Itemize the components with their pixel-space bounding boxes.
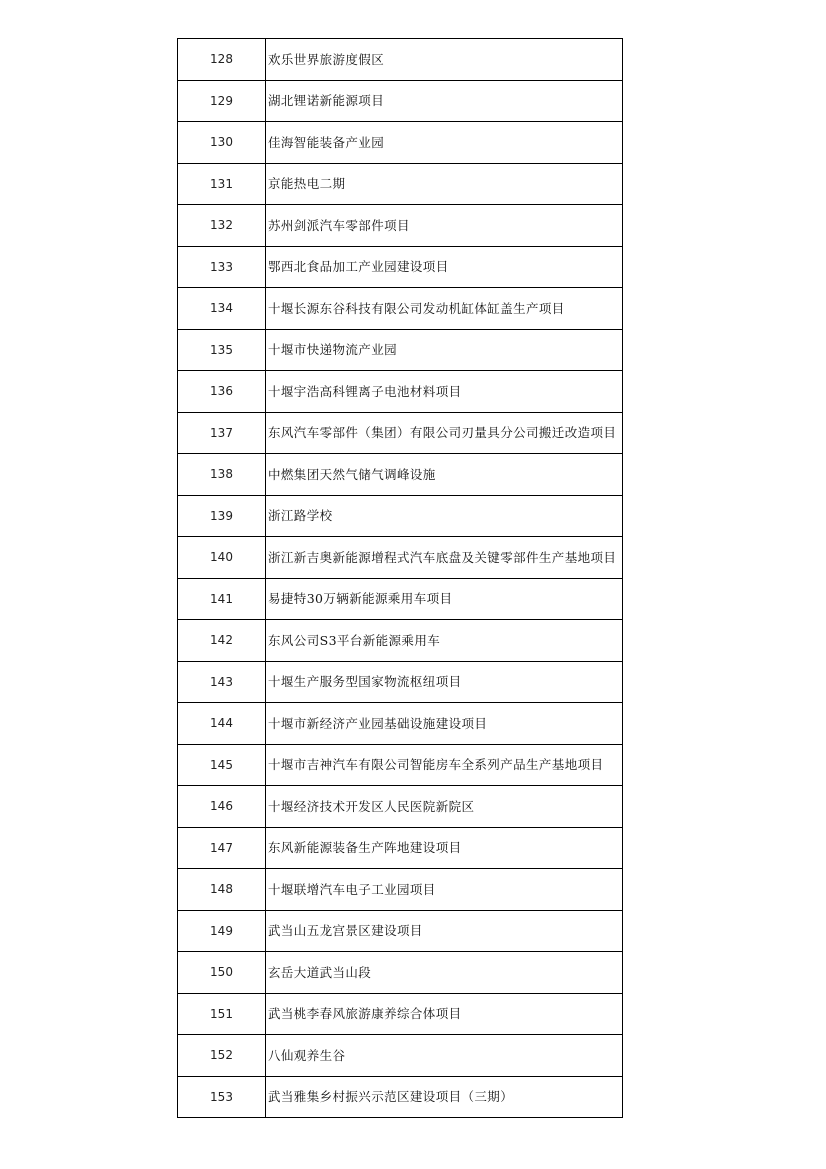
row-number: 140 xyxy=(178,537,266,579)
project-name: 十堰生产服务型国家物流枢纽项目 xyxy=(266,661,623,703)
table-row xyxy=(178,537,623,579)
project-name: 易捷特30万辆新能源乘用车项目 xyxy=(266,578,623,620)
table-row xyxy=(178,827,623,869)
row-number: 128 xyxy=(178,39,266,81)
table-row xyxy=(178,288,623,330)
table-row xyxy=(178,1076,623,1118)
table-row xyxy=(178,454,623,496)
table-row xyxy=(178,910,623,952)
table-row xyxy=(178,744,623,786)
table-row xyxy=(178,1035,623,1077)
table-row xyxy=(178,412,623,454)
row-number: 152 xyxy=(178,1035,266,1077)
row-number: 131 xyxy=(178,163,266,205)
project-name: 浙江路学校 xyxy=(266,495,623,537)
project-name: 湖北锂诺新能源项目 xyxy=(266,80,623,122)
project-name: 鄂西北食品加工产业园建设项目 xyxy=(266,246,623,288)
project-name: 十堰市吉神汽车有限公司智能房车全系列产品生产基地项目 xyxy=(266,744,623,786)
table-row xyxy=(178,80,623,122)
row-number: 151 xyxy=(178,993,266,1035)
table-row xyxy=(178,329,623,371)
row-number: 149 xyxy=(178,910,266,952)
row-number: 136 xyxy=(178,371,266,413)
project-name: 十堰市快递物流产业园 xyxy=(266,329,623,371)
project-name: 武当山五龙宫景区建设项目 xyxy=(266,910,623,952)
project-name: 苏州剑派汽车零部件项目 xyxy=(266,205,623,247)
project-name: 十堰宇浩高科锂离子电池材料项目 xyxy=(266,371,623,413)
row-number: 147 xyxy=(178,827,266,869)
table-row xyxy=(178,122,623,164)
row-number: 144 xyxy=(178,703,266,745)
table-row xyxy=(178,620,623,662)
project-name: 东风公司S3平台新能源乘用车 xyxy=(266,620,623,662)
project-name: 东风汽车零部件（集团）有限公司刃量具分公司搬迁改造项目 xyxy=(266,412,623,454)
row-number: 146 xyxy=(178,786,266,828)
table-row xyxy=(178,786,623,828)
table-row xyxy=(178,205,623,247)
table-row xyxy=(178,163,623,205)
row-number: 139 xyxy=(178,495,266,537)
row-number: 153 xyxy=(178,1076,266,1118)
row-number: 137 xyxy=(178,412,266,454)
table-row xyxy=(178,578,623,620)
project-name: 浙江新吉奥新能源增程式汽车底盘及关键零部件生产基地项目 xyxy=(266,537,623,579)
project-table-body xyxy=(178,39,623,1118)
project-name: 八仙观养生谷 xyxy=(266,1035,623,1077)
project-name: 京能热电二期 xyxy=(266,163,623,205)
row-number: 142 xyxy=(178,620,266,662)
project-name: 欢乐世界旅游度假区 xyxy=(266,39,623,81)
project-name: 十堰长源东谷科技有限公司发动机缸体缸盖生产项目 xyxy=(266,288,623,330)
row-number: 148 xyxy=(178,869,266,911)
table-row xyxy=(178,993,623,1035)
table-row xyxy=(178,703,623,745)
row-number: 145 xyxy=(178,744,266,786)
row-number: 135 xyxy=(178,329,266,371)
project-table xyxy=(177,38,623,1118)
project-name: 武当桃李春风旅游康养综合体项目 xyxy=(266,993,623,1035)
project-name: 十堰市新经济产业园基础设施建设项目 xyxy=(266,703,623,745)
row-number: 143 xyxy=(178,661,266,703)
row-number: 141 xyxy=(178,578,266,620)
row-number: 138 xyxy=(178,454,266,496)
table-row xyxy=(178,371,623,413)
row-number: 132 xyxy=(178,205,266,247)
row-number: 130 xyxy=(178,122,266,164)
table-row xyxy=(178,495,623,537)
table-row xyxy=(178,39,623,81)
table-row xyxy=(178,246,623,288)
project-name: 佳海智能装备产业园 xyxy=(266,122,623,164)
table-row xyxy=(178,952,623,994)
table-row xyxy=(178,661,623,703)
project-name: 玄岳大道武当山段 xyxy=(266,952,623,994)
row-number: 129 xyxy=(178,80,266,122)
project-name: 十堰联增汽车电子工业园项目 xyxy=(266,869,623,911)
project-name: 武当雅集乡村振兴示范区建设项目（三期） xyxy=(266,1076,623,1118)
row-number: 150 xyxy=(178,952,266,994)
row-number: 134 xyxy=(178,288,266,330)
project-name: 东风新能源装备生产阵地建设项目 xyxy=(266,827,623,869)
row-number: 133 xyxy=(178,246,266,288)
project-name: 十堰经济技术开发区人民医院新院区 xyxy=(266,786,623,828)
project-name: 中燃集团天然气储气调峰设施 xyxy=(266,454,623,496)
table-row xyxy=(178,869,623,911)
